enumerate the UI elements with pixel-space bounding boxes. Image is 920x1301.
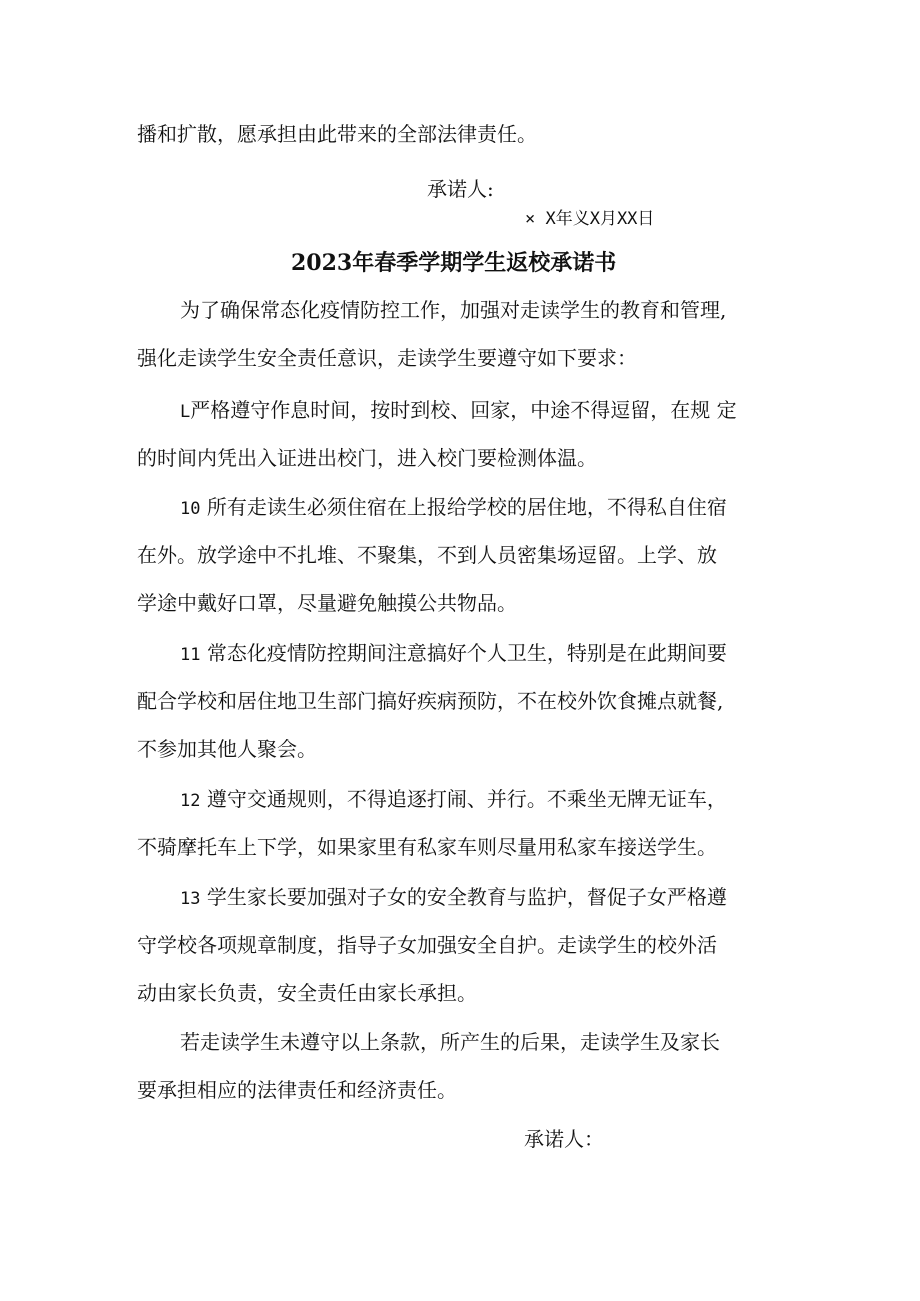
closing-line-1: 若走读学生未遵守以上条款，所产生的后果，走读学生及家长: [180, 1030, 720, 1054]
signature-label: 承诺人：: [524, 1127, 604, 1151]
item-2-line-2: 在外。放学途中不扎堆、不聚集，不到人员密集场逗留。上学、放: [137, 543, 717, 567]
closing-line-2: 要承担相应的法律责任和经济责任。: [137, 1078, 457, 1102]
previous-signature-label: 承诺人:: [427, 177, 494, 201]
item-1-line-1: [180, 397, 737, 425]
item-5-marker: 13: [180, 889, 201, 909]
item-1-text: 严格遵守作息时间，按时到校、回家，中途不得逗留，在规 定: [190, 398, 737, 422]
item-2-marker: 10: [180, 499, 201, 519]
item-1-marker: L: [180, 402, 191, 422]
item-5-line-3: 动由家长负责，安全责任由家长承担。: [137, 981, 477, 1005]
item-4-text: 遵守交通规则，不得追逐打闹、并行。不乘坐无牌无证车，: [206, 787, 727, 811]
item-4-marker: 12: [180, 791, 201, 811]
item-4-line-1: [180, 786, 727, 814]
previous-signature-date: × X年义X月XX日: [525, 209, 655, 229]
previous-page-text-line: 播和扩散，愿承担由此带来的全部法律责任。: [137, 122, 537, 146]
item-5-line-1: [180, 884, 727, 912]
item-2-line-1: [180, 494, 727, 522]
item-5-line-2: 守学校各项规章制度，指导子女加强安全自护。走读学生的校外活: [137, 933, 717, 957]
item-2-text: 所有走读生必须住宿在上报给学校的居住地，不得私自住宿: [206, 495, 727, 519]
item-4-line-2: 不骑摩托车上下学，如果家里有私家车则尽量用私家车接送学生。: [137, 835, 717, 859]
document-title: 2023年春季学期学生返校承诺书: [291, 250, 617, 276]
item-3-marker: 11: [180, 645, 201, 665]
item-1-line-2: 的时间内凭出入证进出校门，进入校门要检测体温。: [137, 446, 597, 470]
intro-line-1: 为了确保常态化疫情防控工作，加强对走读学生的教育和管理,: [180, 298, 727, 322]
item-3-line-2: 配合学校和居住地卫生部门搞好疾病预防，不在校外饮食摊点就餐,: [137, 689, 724, 713]
item-3-line-3: 不参加其他人聚会。: [137, 737, 317, 761]
item-3-text: 常态化疫情防控期间注意搞好个人卫生，特别是在此期间要: [206, 641, 727, 665]
item-3-line-1: [180, 640, 727, 668]
item-2-line-3: 学途中戴好口罩，尽量避免触摸公共物品。: [137, 591, 517, 615]
item-5-text: 学生家长要加强对子女的安全教育与监护，督促子女严格遵: [206, 885, 727, 909]
intro-line-2: 强化走读学生安全责任意识，走读学生要遵守如下要求：: [137, 346, 637, 370]
